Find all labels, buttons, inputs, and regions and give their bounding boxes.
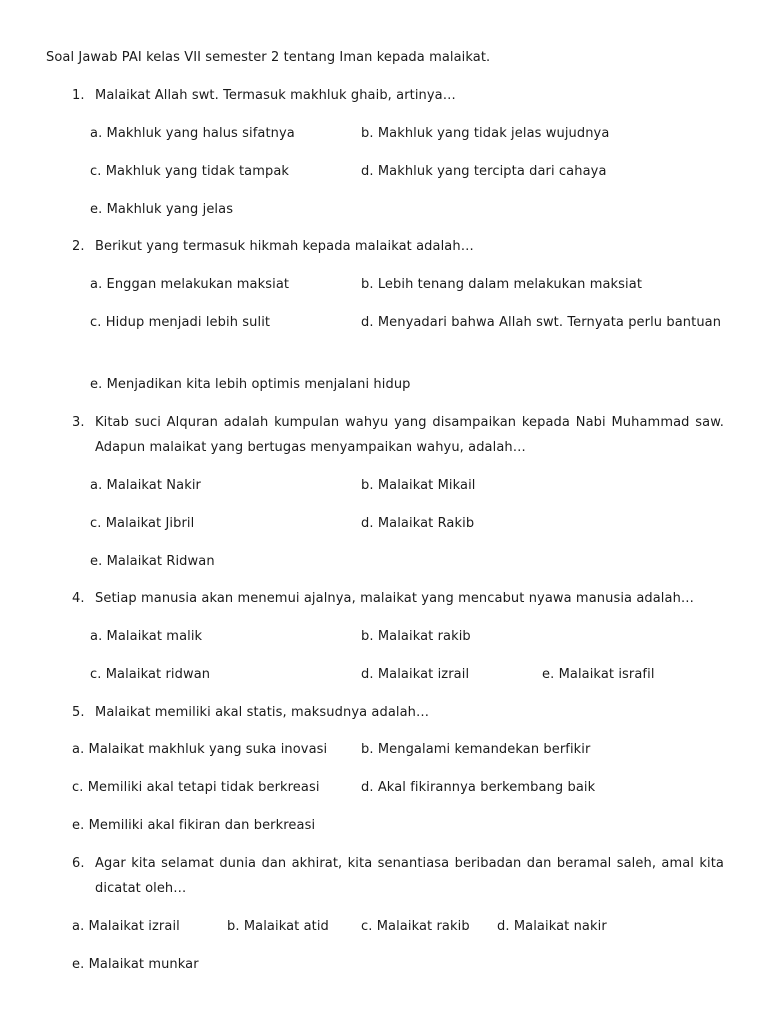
question-5-number: 5. xyxy=(72,705,85,720)
question-5-option-e: e. Memiliki akal fikiran dan berkreasi xyxy=(72,818,316,833)
question-1-option-d: d. Makhluk yang tercipta dari cahaya xyxy=(361,164,607,179)
question-2-number: 2. xyxy=(72,239,85,254)
question-4-text: Setiap manusia akan menemui ajalnya, malaikat yang mencabut nyawa manusia adalah… xyxy=(95,591,695,606)
question-4-option-e: e. Malaikat israfil xyxy=(542,667,655,682)
question-2-option-c: c. Hidup menjadi lebih sulit xyxy=(90,315,271,330)
question-1-option-e: e. Makhluk yang jelas xyxy=(90,202,234,217)
question-4-option-d: d. Malaikat izrail xyxy=(361,667,470,682)
question-5-option-b: b. Mengalami kemandekan berfikir xyxy=(361,742,591,757)
question-1-number: 1. xyxy=(72,88,85,103)
question-5-option-c: c. Memiliki akal tetapi tidak berkreasi xyxy=(72,780,320,795)
question-6-number: 6. xyxy=(72,856,85,871)
question-3-option-e: e. Malaikat Ridwan xyxy=(90,554,215,569)
question-4-number: 4. xyxy=(72,591,85,606)
question-5-option-d: d. Akal fikirannya berkembang baik xyxy=(361,780,596,795)
question-3-option-d: d. Malaikat Rakib xyxy=(361,516,475,531)
question-1-option-a: a. Makhluk yang halus sifatnya xyxy=(90,126,295,141)
question-5-text: Malaikat memiliki akal statis, maksudnya adalah… xyxy=(95,705,430,720)
question-4-option-a: a. Malaikat malik xyxy=(90,629,203,644)
question-3-option-b: b. Malaikat Mikail xyxy=(361,478,476,493)
question-2-option-d: d. Menyadari bahwa Allah swt. Ternyata perlu bantuan xyxy=(361,315,722,330)
question-6-option-a: a. Malaikat izrail xyxy=(72,919,180,934)
question-2-text: Berikut yang termasuk hikmah kepada malaikat adalah… xyxy=(95,239,474,254)
question-1-text: Malaikat Allah swt. Termasuk makhluk ghaib, artinya… xyxy=(95,88,456,103)
question-2-option-e: e. Menjadikan kita lebih optimis menjalani hidup xyxy=(90,377,411,392)
question-3-text: Kitab suci Alquran adalah kumpulan wahyu yang disampaikan kepada Nabi Muhammad saw. Adapun malaikat yang bertugas menyampaikan wahyu, adalah… xyxy=(95,415,724,455)
question-2-option-a: a. Enggan melakukan maksiat xyxy=(90,277,290,292)
document-title: Soal Jawab PAI kelas VII semester 2 tentang Iman kepada malaikat. xyxy=(46,50,491,65)
question-6-option-e: e. Malaikat munkar xyxy=(72,957,199,972)
question-3-option-a: a. Malaikat Nakir xyxy=(90,478,201,493)
question-4-option-b: b. Malaikat rakib xyxy=(361,629,471,644)
question-6-option-b: b. Malaikat atid xyxy=(227,919,329,934)
question-1-option-c: c. Makhluk yang tidak tampak xyxy=(90,164,290,179)
question-3-number: 3. xyxy=(72,415,85,430)
question-4-option-c: c. Malaikat ridwan xyxy=(90,667,211,682)
question-2-option-b: b. Lebih tenang dalam melakukan maksiat xyxy=(361,277,643,292)
question-6-option-c: c. Malaikat rakib xyxy=(361,919,470,934)
question-5-option-a: a. Malaikat makhluk yang suka inovasi xyxy=(72,742,328,757)
question-1-option-b: b. Makhluk yang tidak jelas wujudnya xyxy=(361,126,610,141)
question-6-option-d: d. Malaikat nakir xyxy=(497,919,607,934)
question-6-text: Agar kita selamat dunia dan akhirat, kita senantiasa beribadan dan beramal saleh, amal kita dicatat oleh… xyxy=(95,856,724,896)
question-3-option-c: c. Malaikat Jibril xyxy=(90,516,195,531)
